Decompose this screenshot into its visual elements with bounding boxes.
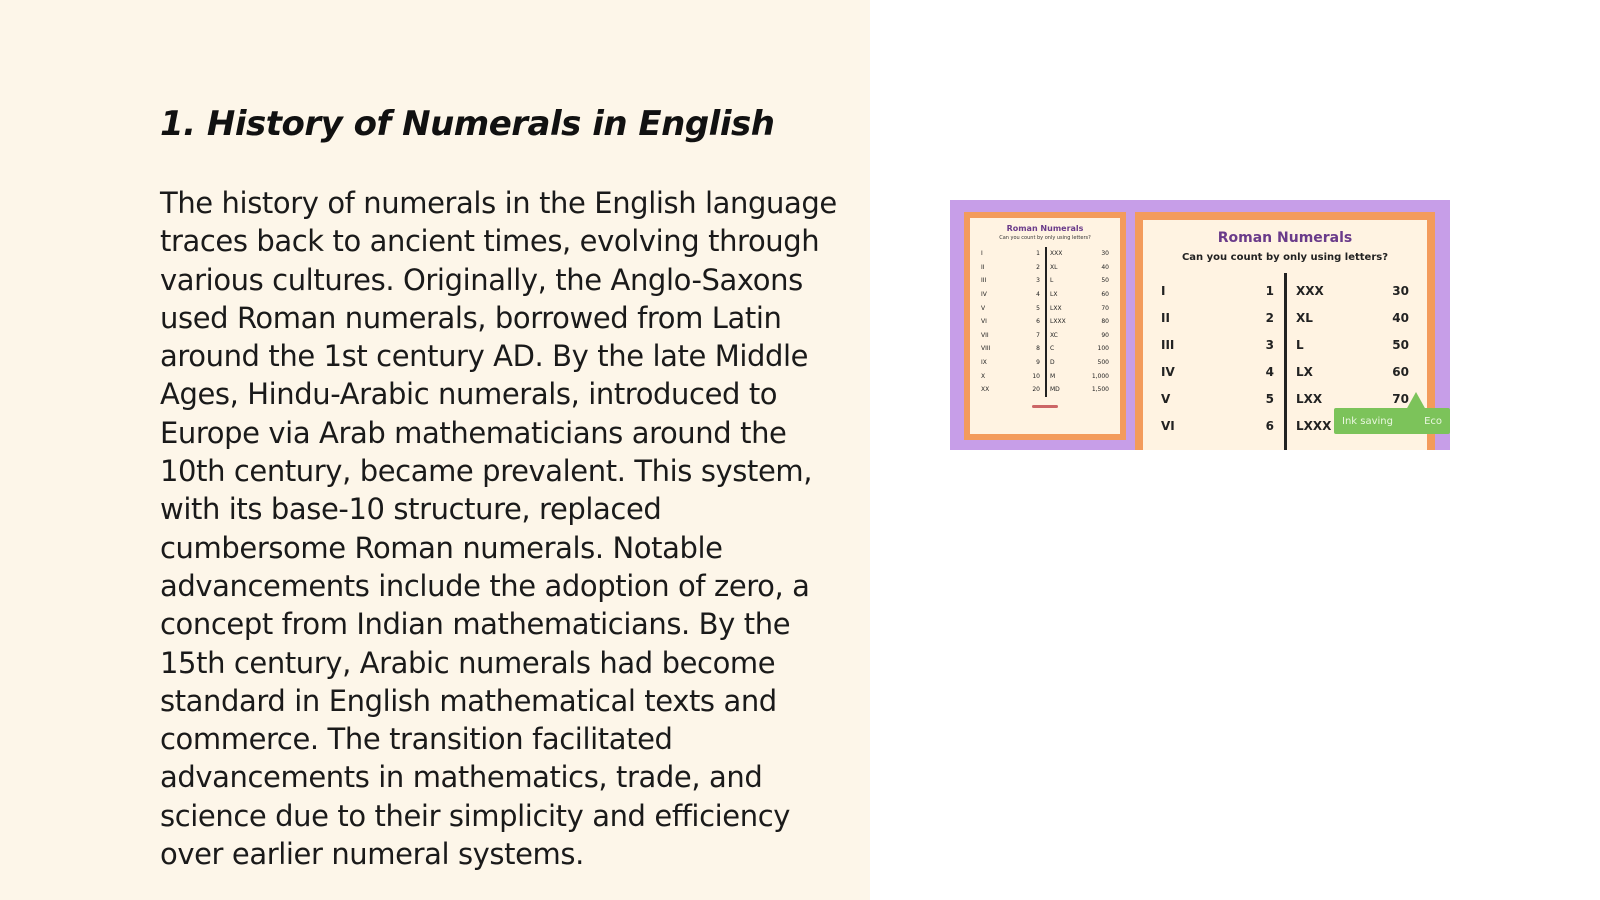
eco-ink-saving-badge	[1334, 408, 1450, 434]
small-arabic-value: 8	[1036, 345, 1040, 353]
small-row	[1047, 369, 1112, 383]
small-roman-value: I	[981, 250, 983, 258]
small-roman-value: IX	[981, 359, 987, 367]
badge-eco-label: Eco	[1424, 415, 1442, 427]
big-roman-value: LXXX	[1296, 418, 1332, 433]
big-arabic-value: 50	[1392, 337, 1409, 352]
small-roman-value: X	[981, 372, 986, 380]
big-roman-value: VI	[1161, 418, 1175, 433]
small-row	[978, 369, 1043, 383]
small-roman-value: M	[1050, 372, 1056, 380]
small-roman-value: D	[1050, 359, 1055, 367]
small-arabic-value: 20	[1032, 386, 1040, 394]
big-roman-value: XXX	[1296, 283, 1324, 298]
small-roman-value: LX	[1050, 291, 1058, 299]
small-arabic-value: 2	[1036, 263, 1040, 271]
badge-ink-saving-label: Ink saving	[1342, 415, 1393, 427]
big-row	[1292, 331, 1413, 358]
small-roman-value: XX	[981, 386, 990, 394]
small-row	[978, 261, 1043, 275]
small-arabic-value: 60	[1101, 291, 1109, 299]
big-row	[1157, 412, 1278, 439]
small-row	[1047, 383, 1112, 397]
leaf-icon	[1406, 392, 1426, 410]
big-arabic-value: 30	[1392, 283, 1409, 298]
small-roman-value: LXX	[1050, 304, 1062, 312]
small-row	[978, 342, 1043, 356]
small-row	[978, 383, 1043, 397]
small-arabic-value: 9	[1036, 359, 1040, 367]
small-roman-value: LXXX	[1050, 318, 1066, 326]
big-roman-value: XL	[1296, 310, 1313, 325]
pencil-icon	[1032, 405, 1058, 408]
small-roman-value: C	[1050, 345, 1055, 353]
big-row	[1292, 358, 1413, 385]
small-arabic-value: 500	[1097, 359, 1109, 367]
small-row	[1047, 329, 1112, 343]
small-arabic-value: 5	[1036, 304, 1040, 312]
small-row	[978, 247, 1043, 261]
small-arabic-value: 6	[1036, 318, 1040, 326]
small-roman-value: VI	[981, 318, 987, 326]
small-roman-value: L	[1050, 277, 1054, 285]
big-row	[1292, 304, 1413, 331]
small-roman-value: XC	[1050, 331, 1058, 339]
big-row	[1157, 304, 1278, 331]
small-roman-value: VII	[981, 331, 989, 339]
card-small-table	[978, 247, 1112, 397]
small-row	[978, 356, 1043, 370]
small-arabic-value: 40	[1101, 263, 1109, 271]
card-small-subtitle: Can you count by only using letters?	[999, 235, 1091, 241]
big-roman-value: L	[1296, 337, 1304, 352]
small-row	[1047, 247, 1112, 261]
big-roman-value: III	[1161, 337, 1175, 352]
small-roman-value: IV	[981, 291, 987, 299]
big-row	[1157, 331, 1278, 358]
big-roman-value: IV	[1161, 364, 1175, 379]
small-arabic-value: 4	[1036, 291, 1040, 299]
big-arabic-value: 60	[1392, 364, 1409, 379]
small-arabic-value: 100	[1097, 345, 1109, 353]
big-arabic-value: 6	[1265, 418, 1274, 433]
big-arabic-value: 4	[1265, 364, 1274, 379]
small-row	[1047, 356, 1112, 370]
small-row	[1047, 274, 1112, 288]
slide-body-text: The history of numerals in the English language traces back to ancient times, evolving through various cultures. Originally, the Anglo-Saxons used Roman numerals, borrowed from Latin around the 1st century AD. By the late Middle Ages, Hindu-Arabic numerals, introduced to Europe via Arab mathematicians around the 10th century, became prevalent. This system, with its base-10 structure, replaced cumbersome Roman numerals. Notable advancements include the adoption of zero, a concept from Indian mathematicians. By the 15th century, Arabic numerals had become standard in English mathematical texts and commerce. The transition facilitated advancements in mathematics, trade, and science due to their simplicity and efficiency over earlier numeral systems.	[160, 186, 837, 872]
big-row	[1157, 277, 1278, 304]
small-arabic-value: 30	[1101, 250, 1109, 258]
big-arabic-value: 3	[1265, 337, 1274, 352]
small-arabic-value: 1,000	[1091, 372, 1109, 380]
small-arabic-value: 70	[1101, 304, 1109, 312]
small-arabic-value: 7	[1036, 331, 1040, 339]
small-row	[1047, 288, 1112, 302]
small-roman-value: II	[981, 263, 985, 271]
small-arabic-value: 3	[1036, 277, 1040, 285]
small-row	[978, 315, 1043, 329]
small-arabic-value: 1	[1036, 250, 1040, 258]
big-row	[1292, 277, 1413, 304]
small-row	[978, 329, 1043, 343]
roman-numerals-image	[950, 200, 1450, 450]
card-large-subtitle: Can you count by only using letters?	[1181, 252, 1389, 263]
big-arabic-value: 2	[1265, 310, 1274, 325]
small-roman-value: III	[981, 277, 987, 285]
small-roman-value: MD	[1050, 386, 1060, 394]
big-roman-value: I	[1161, 283, 1166, 298]
small-arabic-value: 50	[1101, 277, 1109, 285]
big-row	[1157, 358, 1278, 385]
card-large-title: Roman Numerals	[1217, 230, 1353, 246]
small-row	[978, 301, 1043, 315]
small-row	[1047, 342, 1112, 356]
small-arabic-value: 10	[1032, 372, 1040, 380]
small-row	[1047, 315, 1112, 329]
small-roman-value: XXX	[1050, 250, 1063, 258]
big-roman-value: V	[1161, 391, 1171, 406]
small-row	[978, 274, 1043, 288]
big-arabic-value: 70	[1392, 391, 1409, 406]
big-roman-value: LXX	[1296, 391, 1323, 406]
big-arabic-value: 1	[1265, 283, 1274, 298]
small-roman-value: V	[981, 304, 986, 312]
big-roman-value: LX	[1296, 364, 1313, 379]
small-row	[1047, 301, 1112, 315]
big-row	[1157, 385, 1278, 412]
small-arabic-value: 1,500	[1091, 386, 1109, 394]
small-arabic-value: 90	[1101, 331, 1109, 339]
big-roman-value: II	[1161, 310, 1170, 325]
slide-title: 1. History of Numerals in English	[160, 104, 775, 144]
card-small-title: Roman Numerals	[1006, 224, 1084, 233]
small-row	[1047, 261, 1112, 275]
small-arabic-value: 80	[1101, 318, 1109, 326]
big-arabic-value: 5	[1265, 391, 1274, 406]
roman-numerals-card-small	[964, 212, 1126, 440]
small-roman-value: VIII	[981, 345, 991, 353]
small-roman-value: XL	[1050, 263, 1058, 271]
big-arabic-value: 40	[1392, 310, 1409, 325]
small-row	[978, 288, 1043, 302]
